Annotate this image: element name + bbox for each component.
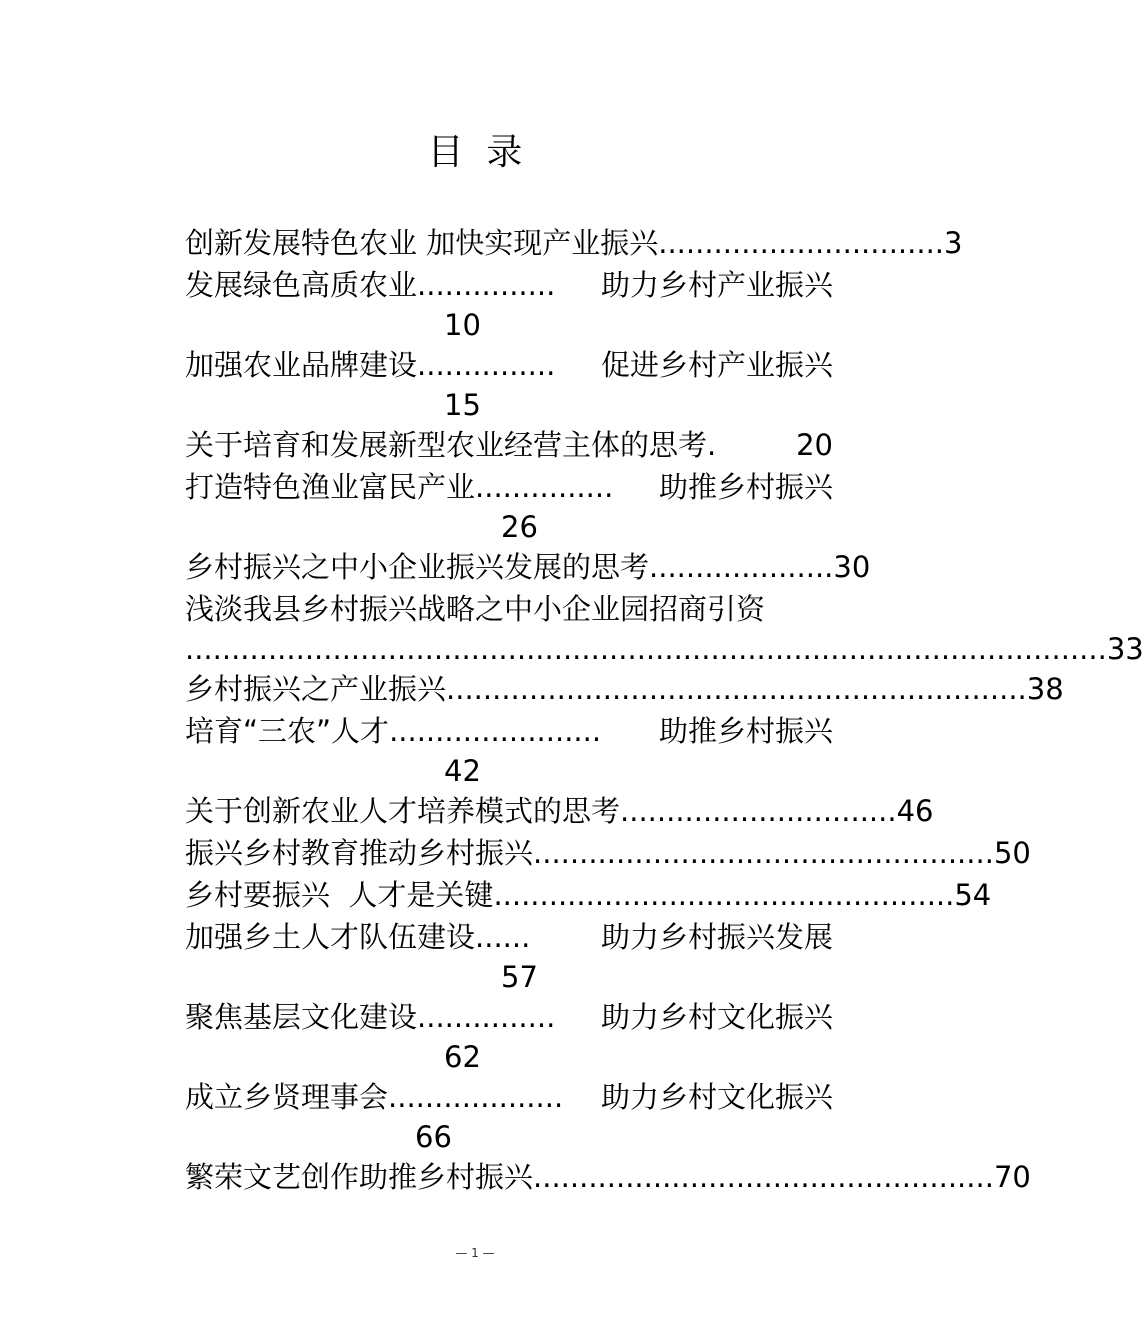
toc-leader-dots: ................... bbox=[388, 1080, 564, 1114]
toc-entry-page: 15 bbox=[444, 388, 481, 422]
toc-entry-title: 发展绿色高质农业 bbox=[185, 268, 418, 302]
toc-entry-page: 66 bbox=[415, 1120, 452, 1154]
toc-entry-title: 创新发展特色农业 加快实现产业振兴 bbox=[185, 226, 659, 260]
toc-entry[interactable] bbox=[185, 264, 833, 306]
toc-entry-subtitle: 助力乡村振兴发展 bbox=[600, 920, 833, 954]
toc-entry[interactable] bbox=[185, 1076, 833, 1118]
toc-entry[interactable] bbox=[185, 668, 1064, 710]
toc-entry-page: 3 bbox=[944, 226, 963, 260]
toc-entry-subtitle: 助力乡村文化振兴 bbox=[600, 1080, 833, 1114]
toc-entry-page: 50 bbox=[993, 836, 1031, 870]
toc-entry[interactable] bbox=[185, 996, 833, 1038]
toc-entry-page: 46 bbox=[896, 794, 934, 828]
toc-entry-page: 54 bbox=[954, 878, 992, 912]
toc-entry-page: 57 bbox=[501, 960, 538, 994]
toc-leader-dots: ....................... bbox=[389, 714, 602, 748]
toc-entry-title: 培育“三农”人才 bbox=[185, 714, 390, 748]
toc-entry[interactable] bbox=[185, 588, 833, 630]
page-number-footer: — 1 — bbox=[455, 1246, 495, 1260]
toc-entry-title: 浅淡我县乡村振兴战略之中小企业园招商引资 bbox=[185, 592, 766, 626]
toc-entry[interactable] bbox=[185, 1156, 1031, 1198]
toc-entry-page: 33 bbox=[1106, 632, 1144, 666]
toc-entry-subtitle: 助力乡村文化振兴 bbox=[600, 1000, 833, 1034]
toc-entry[interactable] bbox=[185, 916, 833, 958]
toc-entry-title: 打造特色渔业富民产业 bbox=[185, 470, 476, 504]
toc-entry-title: 加强乡土人才队伍建设 bbox=[185, 920, 476, 954]
toc-entry[interactable] bbox=[185, 466, 833, 508]
toc-entry[interactable] bbox=[185, 874, 992, 916]
toc-entry-title: 乡村振兴之中小企业振兴发展的思考 bbox=[185, 550, 650, 584]
toc-entry[interactable] bbox=[185, 790, 934, 832]
page-title: 目 录 bbox=[427, 132, 523, 173]
toc-leader-dots: ............................... bbox=[658, 226, 945, 260]
toc-leader-dots: ...... bbox=[475, 920, 531, 954]
toc-entry-page: 20 bbox=[796, 428, 833, 462]
toc-leader-dots: .................................................. bbox=[533, 1160, 994, 1194]
toc-entry-page: 38 bbox=[1026, 672, 1064, 706]
toc-leader-dots: .................................................................................................... bbox=[185, 632, 1107, 666]
toc-entry-page: 70 bbox=[993, 1160, 1031, 1194]
toc-entry[interactable] bbox=[185, 424, 833, 466]
toc-leader-dots: ............... bbox=[417, 348, 556, 382]
toc-leader-dots: ............... bbox=[417, 268, 556, 302]
toc-entry-subtitle: 助推乡村振兴 bbox=[658, 714, 833, 748]
toc-entry[interactable] bbox=[185, 344, 833, 386]
toc-entry-subtitle: 助推乡村振兴 bbox=[658, 470, 833, 504]
toc-entry-subtitle: 促进乡村产业振兴 bbox=[600, 348, 833, 382]
toc-entry-title: 乡村振兴之产业振兴 bbox=[185, 672, 447, 706]
toc-leader-dots: .................................................. bbox=[533, 836, 994, 870]
table-of-contents bbox=[185, 222, 1144, 1198]
toc-leader-dots: .................... bbox=[649, 550, 834, 584]
toc-entry-title: 关于培育和发展新型农业经营主体的思考 bbox=[185, 428, 708, 462]
toc-leader-dots: . bbox=[707, 428, 717, 462]
toc-entry-page: 42 bbox=[444, 754, 481, 788]
toc-entry-title: 加强农业品牌建设 bbox=[185, 348, 418, 382]
toc-entry-continuation bbox=[185, 630, 1144, 668]
toc-leader-dots: .............................. bbox=[620, 794, 897, 828]
toc-entry-page: 62 bbox=[444, 1040, 481, 1074]
toc-leader-dots: ............... bbox=[475, 470, 614, 504]
toc-leader-dots: ............... bbox=[417, 1000, 556, 1034]
toc-entry-title: 振兴乡村教育推动乡村振兴 bbox=[185, 836, 534, 870]
toc-entry-title: 聚焦基层文化建设 bbox=[185, 1000, 418, 1034]
toc-entry-page: 10 bbox=[444, 308, 481, 342]
toc-entry[interactable] bbox=[185, 546, 871, 588]
toc-entry[interactable] bbox=[185, 222, 963, 264]
toc-leader-dots: ............................................................... bbox=[446, 672, 1027, 706]
toc-leader-dots: .................................................. bbox=[493, 878, 955, 912]
toc-entry-title: 关于创新农业人才培养模式的思考 bbox=[185, 794, 621, 828]
toc-entry-title: 繁荣文艺创作助推乡村振兴 bbox=[185, 1160, 534, 1194]
toc-entry-page: 30 bbox=[833, 550, 871, 584]
toc-entry[interactable] bbox=[185, 710, 833, 752]
toc-entry-title: 乡村要振兴 人才是关键 bbox=[185, 878, 494, 912]
toc-entry-title: 成立乡贤理事会 bbox=[185, 1080, 389, 1114]
toc-entry-subtitle: 助力乡村产业振兴 bbox=[600, 268, 833, 302]
toc-entry[interactable] bbox=[185, 832, 1031, 874]
toc-entry-page: 26 bbox=[501, 510, 538, 544]
